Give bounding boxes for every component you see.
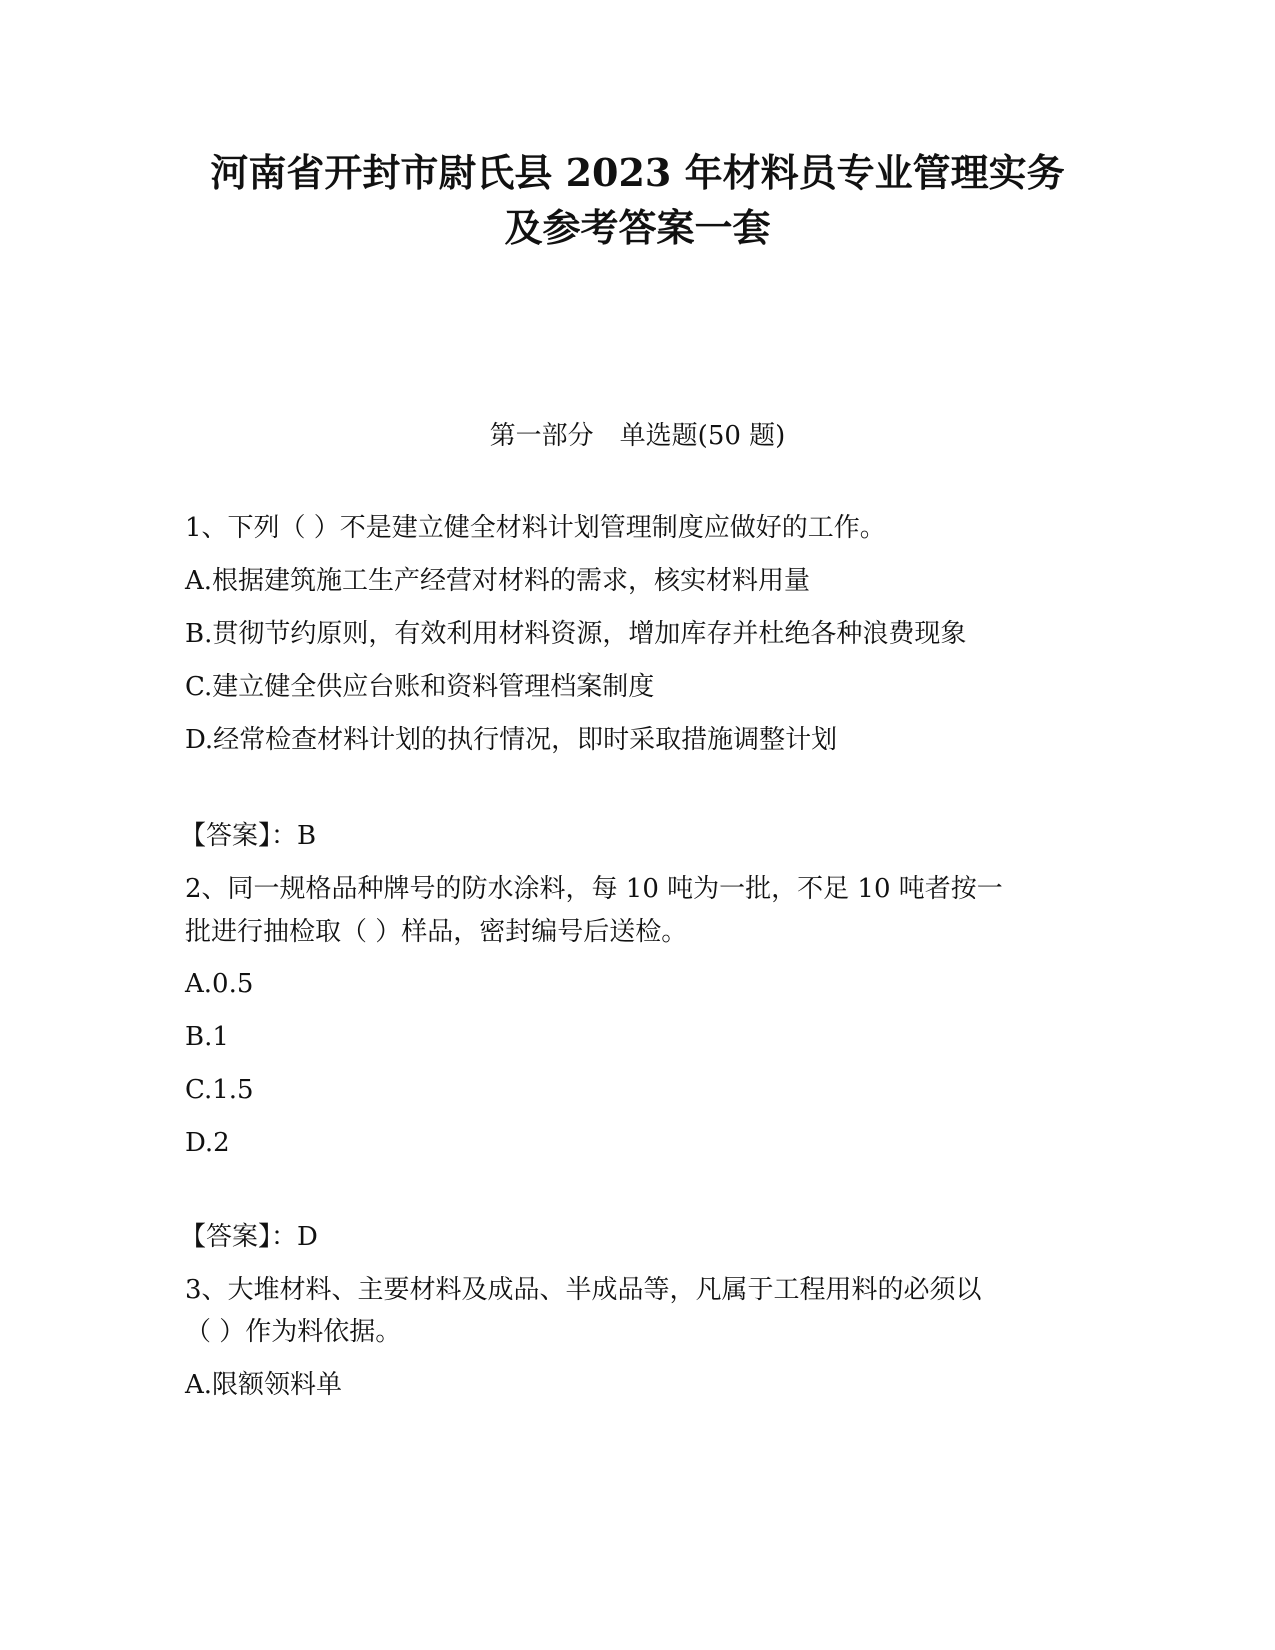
question-1-answer: 【答案】：B xyxy=(180,821,317,851)
question-2-stem-line-1: 2、同一规格品种牌号的防水涂料，每 10 吨为一批，不足 10 吨者按一 xyxy=(185,874,1003,904)
question-2-option-b: B.1 xyxy=(185,1022,229,1052)
question-3-option-a: A.限额领料单 xyxy=(185,1370,343,1400)
question-2-option-c: C.1.5 xyxy=(185,1075,254,1105)
question-2-option-d: D.2 xyxy=(185,1128,230,1158)
section-heading: 第一部分 单选题(50 题) xyxy=(489,421,786,451)
question-3-stem-line-2: （ ）作为料依据。 xyxy=(185,1317,402,1347)
question-1-option-d: D.经常检查材料计划的执行情况，即时采取措施调整计划 xyxy=(185,725,838,755)
question-1-option-a: A.根据建筑施工生产经营对材料的需求，核实材料用量 xyxy=(185,566,811,596)
question-1-stem: 1、下列（ ）不是建立健全材料计划管理制度应做好的工作。 xyxy=(185,513,886,543)
question-1-option-c: C.建立健全供应台账和资料管理档案制度 xyxy=(185,672,655,702)
document-title-line-2: 及参考答案一套 xyxy=(504,205,771,250)
document-title-line-1: 河南省开封市尉氏县 2023 年材料员专业管理实务 xyxy=(210,150,1065,195)
question-3-stem-line-1: 3、大堆材料、主要材料及成品、半成品等，凡属于工程用料的必须以 xyxy=(185,1275,982,1305)
question-2-stem-line-2: 批进行抽检取（ ）样品，密封编号后送检。 xyxy=(185,917,688,947)
question-2-option-a: A.0.5 xyxy=(185,969,254,999)
question-1-option-b: B.贯彻节约原则，有效利用材料资源，增加库存并杜绝各种浪费现象 xyxy=(185,619,967,649)
question-2-answer: 【答案】：D xyxy=(180,1222,318,1252)
